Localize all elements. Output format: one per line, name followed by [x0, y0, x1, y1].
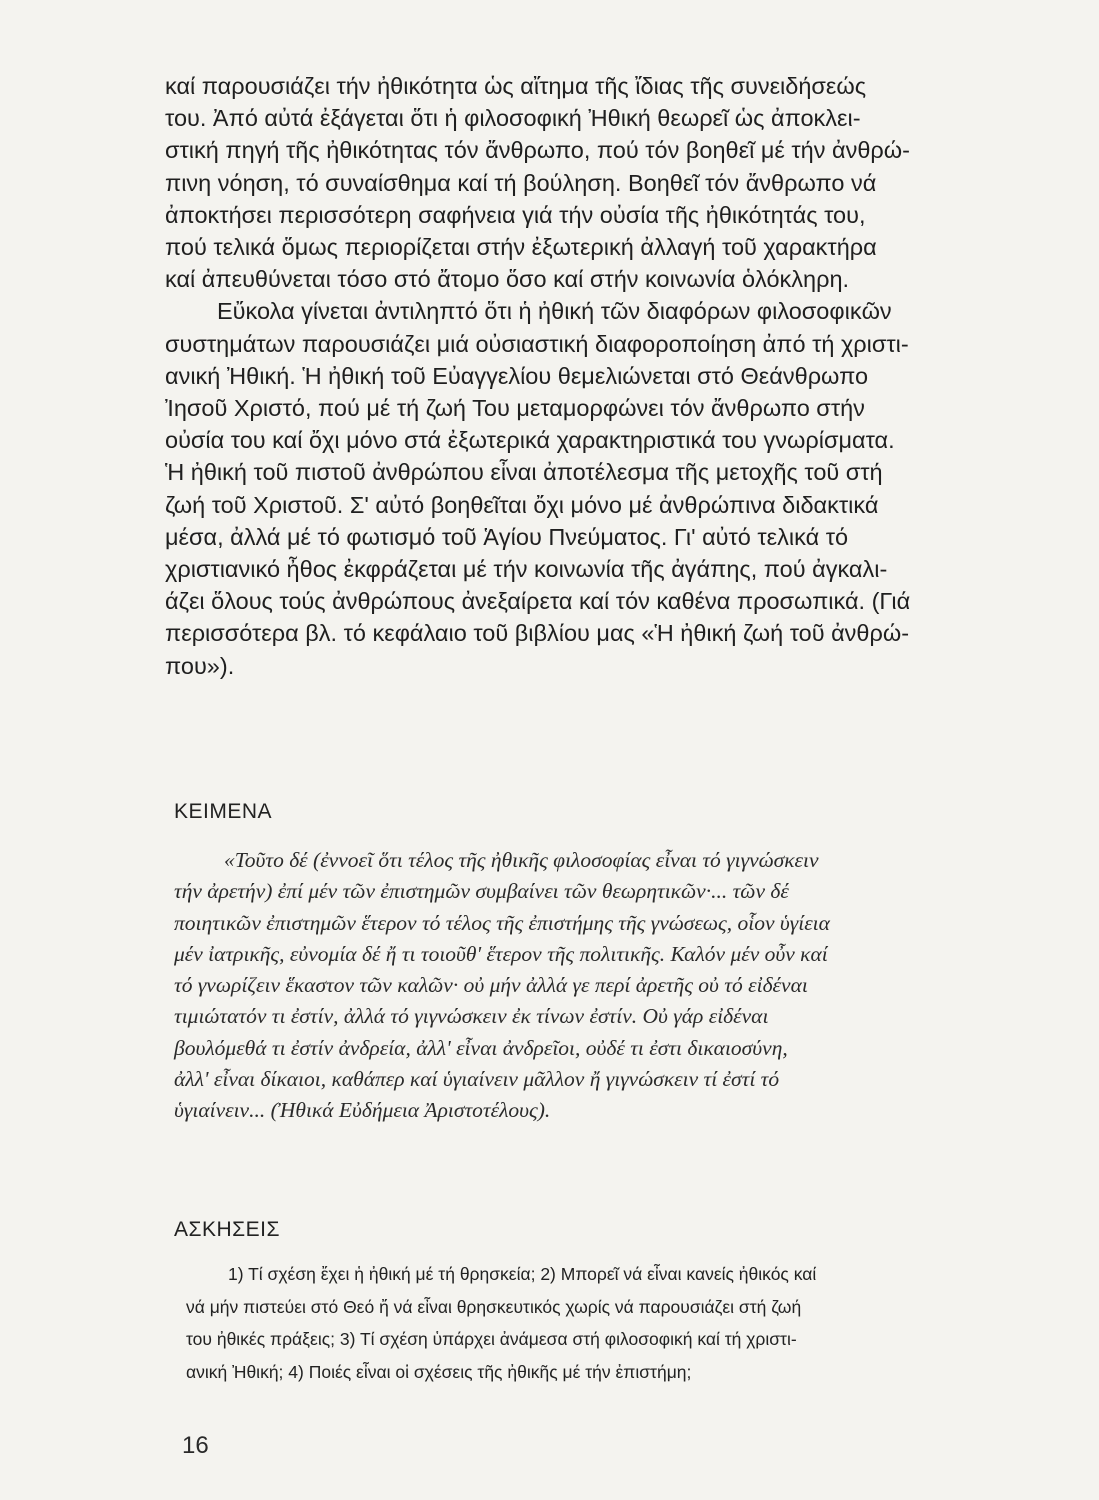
body-line: Εὔκολα γίνεται ἀντιληπτό ὅτι ἡ ἠθική τῶν διαφόρων φιλοσοφικῶν	[217, 298, 892, 325]
exercise-line: του ἠθικές πράξεις; 3) Τί σχέση ὑπάρχει ἀνάμεσα στή φιλοσοφική καί τή χριστι-	[186, 1329, 797, 1349]
body-line: στική πηγή τῆς ἠθικότητας τόν ἄνθρωπο, πού τόν βοηθεῖ μέ τήν ἀνθρώ-	[165, 137, 910, 164]
body-line: άζει ὅλους τούς ἀνθρώπους ἀνεξαίρετα καί τόν καθένα προσωπικά. (Γιά	[165, 588, 911, 615]
body-line: περισσότερα βλ. τό κεφάλαιο τοῦ βιβλίου μας «Ἡ ἠθική ζωή τοῦ ἀνθρώ-	[165, 620, 910, 647]
quote-line: μέν ἰατρικῆς, εὐνομία δέ ἤ τι τοιοῦθ' ἕτερον τῆς πολιτικῆς. Καλόν μέν οὖν καί	[174, 941, 828, 966]
quote-line: βουλόμεθά τι ἐστίν ἀνδρεία, ἀλλ' εἶναι ἀνδρεῖοι, οὐδέ τι ἐστι δικαιοσύνη,	[174, 1035, 788, 1060]
body-line: μέσα, ἀλλά μέ τό φωτισμό τοῦ Ἁγίου Πνεύματος. Γι' αὐτό τελικά τό	[165, 523, 849, 550]
quote-line: τήν ἀρετήν) ἐπί μέν τῶν ἐπιστημῶν συμβαίνει τῶν θεωρητικῶν·... τῶν δέ	[174, 879, 789, 904]
body-line: ζωή τοῦ Χριστοῦ. Σ' αὐτό βοηθεῖται ὄχι μόνο μέ ἀνθρώπινα διδακτικά	[165, 491, 879, 518]
page-number: 16	[182, 1432, 209, 1459]
quote-text	[174, 845, 1034, 1127]
body-line: πινη νόηση, τό συναίσθημα καί τή βούληση. Βοηθεῖ τόν ἄνθρωπο νά	[165, 169, 877, 196]
quote-line: τό γνωρίζειν ἕκαστον τῶν καλῶν· οὐ μήν ἀλλά γε περί ἀρετῆς οὐ τό εἰδέναι	[174, 973, 808, 998]
quote-line: τιμιώτατόν τι ἐστίν, ἀλλά τό γιγνώσκειν ἐκ τίνων ἐστίν. Οὐ γάρ εἰδέναι	[174, 1004, 769, 1029]
exercise-text	[186, 1258, 1046, 1388]
body-line: πού τελικά ὅμως περιορίζεται στήν ἐξωτερική ἀλλαγή τοῦ χαρακτήρα	[165, 234, 877, 261]
body-line: Ἰησοῦ Χριστό, πού μέ τή ζωή Του μεταμορφώνει τόν ἄνθρωπο στήν	[165, 395, 865, 422]
exercise-line: 1) Τί σχέση ἔχει ἡ ἠθική μέ τή θρησκεία; 2) Μπορεῖ νά εἶναι κανείς ἠθικός καί	[228, 1264, 817, 1284]
quote-line: ἀλλ' εἶναι δίκαιοι, καθάπερ καί ὑγιαίνειν μᾶλλον ἤ γιγνώσκειν τί ἐστί τό	[174, 1067, 780, 1092]
exercise-line: ανική Ἠθική; 4) Ποιές εἶναι οἱ σχέσεις τῆς ἠθικῆς μέ τήν ἐπιστήμη;	[186, 1361, 692, 1382]
body-line: ανική Ἠθική. Ἡ ἠθική τοῦ Εὐαγγελίου θεμελιώνεται στό Θεάνθρωπο	[165, 362, 869, 389]
body-line: που»).	[165, 652, 235, 679]
quote-line: «Τοῦτο δέ (ἐννοεῖ ὅτι τέλος τῆς ἠθικῆς φιλοσοφίας εἶναι τό γιγνώσκειν	[224, 848, 819, 872]
body-line: ἀποκτήσει περισσότερη σαφήνεια γιά τήν οὐσία τῆς ἠθικότητάς του,	[165, 201, 866, 228]
quote-line: ὑγιαίνειν... (Ἠθικά Εὐδήμεια Ἀριστοτέλους).	[174, 1098, 551, 1123]
body-line: συστημάτων παρουσιάζει μιά οὐσιαστική διαφοροποίηση ἀπό τή χριστι-	[165, 330, 909, 357]
body-line: καί ἀπευθύνεται τόσο στό ἄτομο ὅσο καί στήν κοινωνία ὁλόκληρη.	[165, 266, 850, 293]
exercise-line: νά μήν πιστεύει στό Θεό ἤ νά εἶναι θρησκευτικός χωρίς νά παρουσιάζει στή ζωή	[186, 1296, 802, 1317]
body-text	[165, 70, 1045, 682]
exercises-heading: ΑΣΚΗΣΕΙΣ	[174, 1218, 280, 1241]
quote-line: ποιητικῶν ἐπιστημῶν ἕτερον τό τέλος τῆς ἐπιστήμης τῆς γνώσεως, οἷον ὑγίεια	[174, 910, 830, 935]
texts-heading: ΚΕΙΜΕΝΑ	[174, 800, 273, 823]
body-line: Ἡ ἠθική τοῦ πιστοῦ ἀνθρώπου εἶναι ἀποτέλεσμα τῆς μετοχῆς τοῦ στή	[165, 459, 883, 486]
body-line: οὐσία του καί ὄχι μόνο στά ἐξωτερικά χαρακτηριστικά του γνωρίσματα.	[165, 427, 895, 454]
body-line: καί παρουσιάζει τήν ἠθικότητα ὡς αἴτημα τῆς ἴδιας τῆς συνειδήσεώς	[165, 73, 867, 99]
body-line: χριστιανικό ἦθος ἐκφράζεται μέ τήν κοινωνία τῆς ἀγάπης, πού ἀγκαλι-	[165, 556, 888, 583]
body-line: του. Ἀπό αὐτά ἐξάγεται ὅτι ἡ φιλοσοφική Ἠθική θεωρεῖ ὡς ἀποκλει-	[165, 105, 861, 132]
